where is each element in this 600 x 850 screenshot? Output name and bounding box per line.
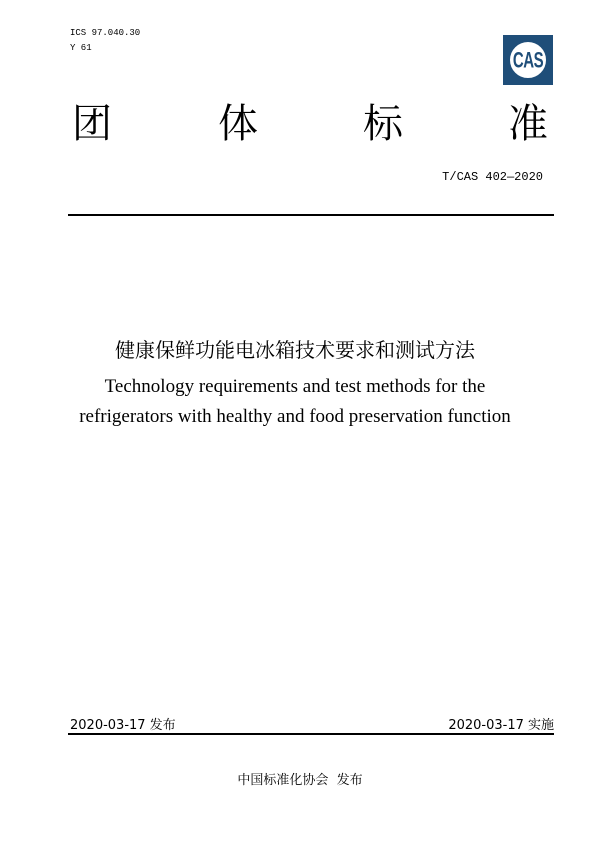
issue-date: 2020-03-17 发布 — [70, 718, 176, 733]
standard-type-char: 准 — [508, 101, 548, 147]
implement-date: 2020-03-17 实施 — [448, 718, 554, 733]
logo-text: CAS — [512, 47, 544, 73]
standard-number: T/CAS 402—2020 — [442, 170, 543, 184]
standard-type-char: 标 — [363, 101, 403, 147]
title-english-line1: Technology requirements and test methods for the — [104, 376, 486, 397]
title-chinese: 健康保鲜功能电冰箱技术要求和测试方法 — [115, 338, 475, 362]
top-divider — [68, 214, 554, 216]
standard-type-char: 团 — [72, 101, 112, 147]
ccs-code: Y 61 — [70, 43, 92, 53]
standard-type-char: 体 — [218, 101, 258, 147]
bottom-divider — [68, 733, 554, 735]
cas-logo — [503, 35, 553, 85]
publisher: 中国标准化协会 发布 — [237, 773, 363, 788]
ics-code: ICS 97.040.30 — [70, 28, 141, 38]
title-english-line2: refrigerators with healthy and food preservation function — [79, 406, 511, 427]
